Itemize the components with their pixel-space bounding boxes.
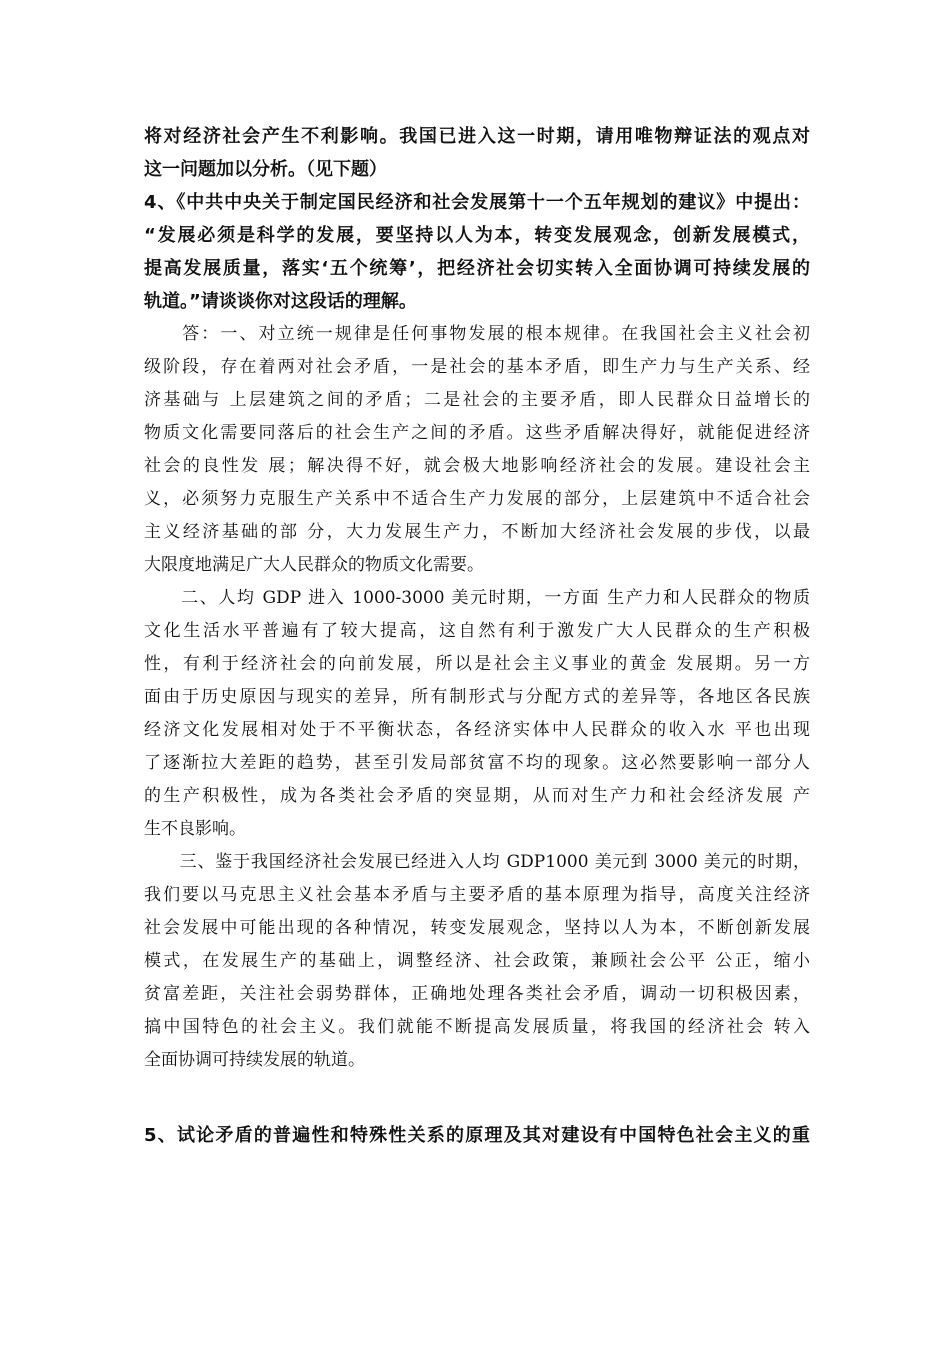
answer-paragraph-1 (144, 318, 810, 582)
question-5 (144, 1119, 810, 1152)
text-line: 物质文化需要同落后的社会生产之间的矛盾。这些矛盾解决得好，就能促进经济 (144, 423, 810, 443)
text-line: 模式，在发展生产的基础上，调整经济、社会政策，兼顾社会公平 公正，缩小 (144, 951, 810, 971)
text-line: 三、鉴于我国经济社会发展已经进入人均 GDP1000 美元到 3000 美元的时期， (144, 852, 810, 872)
text-line: 轨道。”请谈谈你对这段话的理解。 (144, 291, 417, 312)
text-line: 文化生活水平普遍有了较大提高，这自然有利于激发广大人民群众的生产积极 (144, 621, 810, 641)
text-line: 社会的良性发 展；解决得不好，就会极大地影响经济社会的发展。建设社会主 (144, 456, 810, 476)
text-line: 4、《中共中央关于制定国民经济和社会发展第十一个五年规划的建议》中提出： (144, 192, 810, 213)
text-line: 性，有利于经济社会的向前发展，所以是社会主义事业的黄金 发展期。另一方 (144, 654, 810, 674)
text-line: 义，必须努力克服生产关系中不适合生产力发展的部分，上层建筑中不适合社会 (144, 489, 810, 509)
text-line: 5、试论矛盾的普遍性和特殊性关系的原理及其对建设有中国特色社会主义的重 (144, 1125, 810, 1146)
text-line: 全面协调可持续发展的轨道。 (144, 1050, 365, 1070)
text-line: “发展必须是科学的发展，要坚持以人为本，转变发展观念，创新发展模式， (144, 225, 810, 246)
question-4 (144, 186, 810, 318)
text-line: 主义经济基础的部 分，大力发展生产力，不断加大经济社会发展的步伐，以最 (144, 522, 810, 542)
text-line: 社会发展中可能出现的各种情况，转变发展观念，坚持以人为本，不断创新发展 (144, 918, 810, 938)
text-line: 济基础与 上层建筑之间的矛盾；二是社会的主要矛盾，即人民群众日益增长的 (144, 390, 810, 410)
text-line: 面由于历史原因与现实的差异，所有制形式与分配方式的差异等，各地区各民族 (144, 687, 810, 707)
text-line: 了逐渐拉大差距的趋势，甚至引发局部贫富不均的现象。这必然要影响一部分人 (144, 753, 810, 773)
question-3-tail (144, 120, 810, 186)
text-line: 我们要以马克思主义社会基本矛盾与主要矛盾的基本原理为指导，高度关注经济 (144, 885, 810, 905)
page-content (144, 120, 810, 1152)
text-line: 将对经济社会产生不利影响。我国已进入这一时期，请用唯物辩证法的观点对 (144, 126, 810, 147)
text-line: 的生产积极性，成为各类社会矛盾的突显期，从而对生产力和社会经济发展 产 (144, 786, 810, 806)
text-line: 生不良影响。 (144, 819, 246, 839)
text-line: 这一问题加以分析。（见下题） (144, 159, 387, 180)
text-line: 贫富差距，关注社会弱势群体，正确地处理各类社会矛盾，调动一切积极因素， (144, 984, 810, 1004)
paragraph-gap (144, 1077, 810, 1119)
text-line: 经济文化发展相对处于不平衡状态，各经济实体中人民群众的收入水 平也出现 (144, 720, 810, 740)
answer-paragraph-3 (144, 846, 810, 1077)
answer-paragraph-2 (144, 582, 810, 846)
text-line: 级阶段，存在着两对社会矛盾，一是社会的基本矛盾，即生产力与生产关系、经 (144, 357, 810, 377)
text-line: 大限度地满足广大人民群众的物质文化需要。 (144, 555, 484, 575)
text-line: 二、人均 GDP 进入 1000-3000 美元时期，一方面 生产力和人民群众的物质 (144, 588, 810, 608)
text-line: 答：一、对立统一规律是任何事物发展的根本规律。在我国社会主义社会初 (144, 324, 810, 344)
text-line: 提高发展质量，落实‘五个统筹’，把经济社会切实转入全面协调可持续发展的 (144, 258, 810, 279)
text-line: 搞中国特色的社会主义。我们就能不断提高发展质量，将我国的经济社会 转入 (144, 1017, 810, 1037)
